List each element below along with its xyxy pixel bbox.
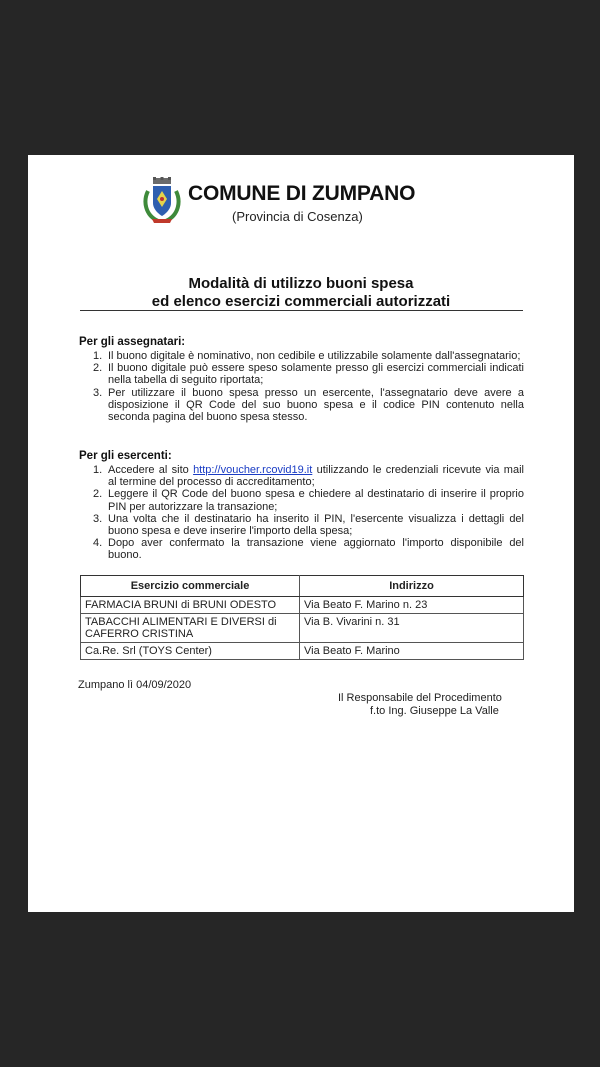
coat-of-arms-icon <box>142 177 182 225</box>
document-date: Zumpano lì 04/09/2020 <box>78 679 192 691</box>
esercenti-list <box>90 464 524 562</box>
shop-name-cell: Ca.Re. Srl (TOYS Center) <box>81 643 300 660</box>
shop-name-cell: FARMACIA BRUNI di BRUNI ODESTO <box>81 597 300 614</box>
list-item: 1. Accedere al sito http://voucher.rcovid19.it utilizzando le credenziali ricevute via mail al termine del processo di accreditamento; <box>93 464 524 489</box>
document-title-line-1: Modalità di utilizzo buoni spesa <box>188 275 414 292</box>
signatory-role: Il Responsabile del Procedimento <box>338 692 502 704</box>
table-row <box>81 597 524 614</box>
authorized-shops-table <box>80 575 524 660</box>
signatory-name: f.to Ing. Giuseppe La Valle <box>370 705 499 717</box>
document-title-line-2: ed elenco esercizi commerciali autorizzati <box>151 293 451 310</box>
list-item: 1. Il buono digitale è nominativo, non cedibile e utilizzabile solamente dall'assegnatario; <box>93 350 521 362</box>
title-divider <box>80 310 523 311</box>
table-header-row <box>81 576 524 597</box>
province-name: (Provincia di Cosenza) <box>232 209 363 224</box>
list-item: 3. Una volta che il destinatario ha inserito il PIN, l'esercente visualizza i dettagli del buono spesa e deve inserire l'importo della spesa; <box>93 512 524 538</box>
list-item: 2. Il buono digitale può essere speso solamente presso gli esercizi commerciali indicati nella tabella di seguito riportata; <box>93 362 524 387</box>
column-header-shop: Esercizio commerciale <box>81 576 300 597</box>
shop-name-cell: TABACCHI ALIMENTARI E DIVERSI di CAFERRO CRISTINA <box>81 614 300 643</box>
esercenti-heading: Per gli esercenti: <box>79 450 172 462</box>
shop-address-cell: Via Beato F. Marino <box>300 643 524 660</box>
shop-address-cell: Via B. Vivarini n. 31 <box>300 614 524 643</box>
document-page <box>28 155 574 912</box>
table-row <box>81 614 524 643</box>
list-item: 2. Leggere il QR Code del buono spesa e chiedere al destinatario di inserire il proprio PIN per autorizzare la transazione; <box>93 488 524 513</box>
assegnatari-list <box>90 350 524 423</box>
list-item: 4. Dopo aver confermato la transazione viene aggiornato l'importo disponibile del buono. <box>93 537 524 562</box>
town-name: COMUNE DI ZUMPANO <box>188 182 416 205</box>
voucher-site-link[interactable]: http://voucher.rcovid19.it <box>193 464 313 476</box>
list-item: 3. Per utilizzare il buono spesa presso un esercente, l'assegnatario deve avere a disposizione il QR Code del suo buono spesa e il codice PIN contenuto nella seconda pagina del buono spesa stesso. <box>93 386 524 424</box>
shop-address-cell: Via Beato F. Marino n. 23 <box>300 597 524 614</box>
table-row <box>81 643 524 660</box>
assegnatari-heading: Per gli assegnatari: <box>79 336 186 348</box>
column-header-address: Indirizzo <box>300 576 524 597</box>
